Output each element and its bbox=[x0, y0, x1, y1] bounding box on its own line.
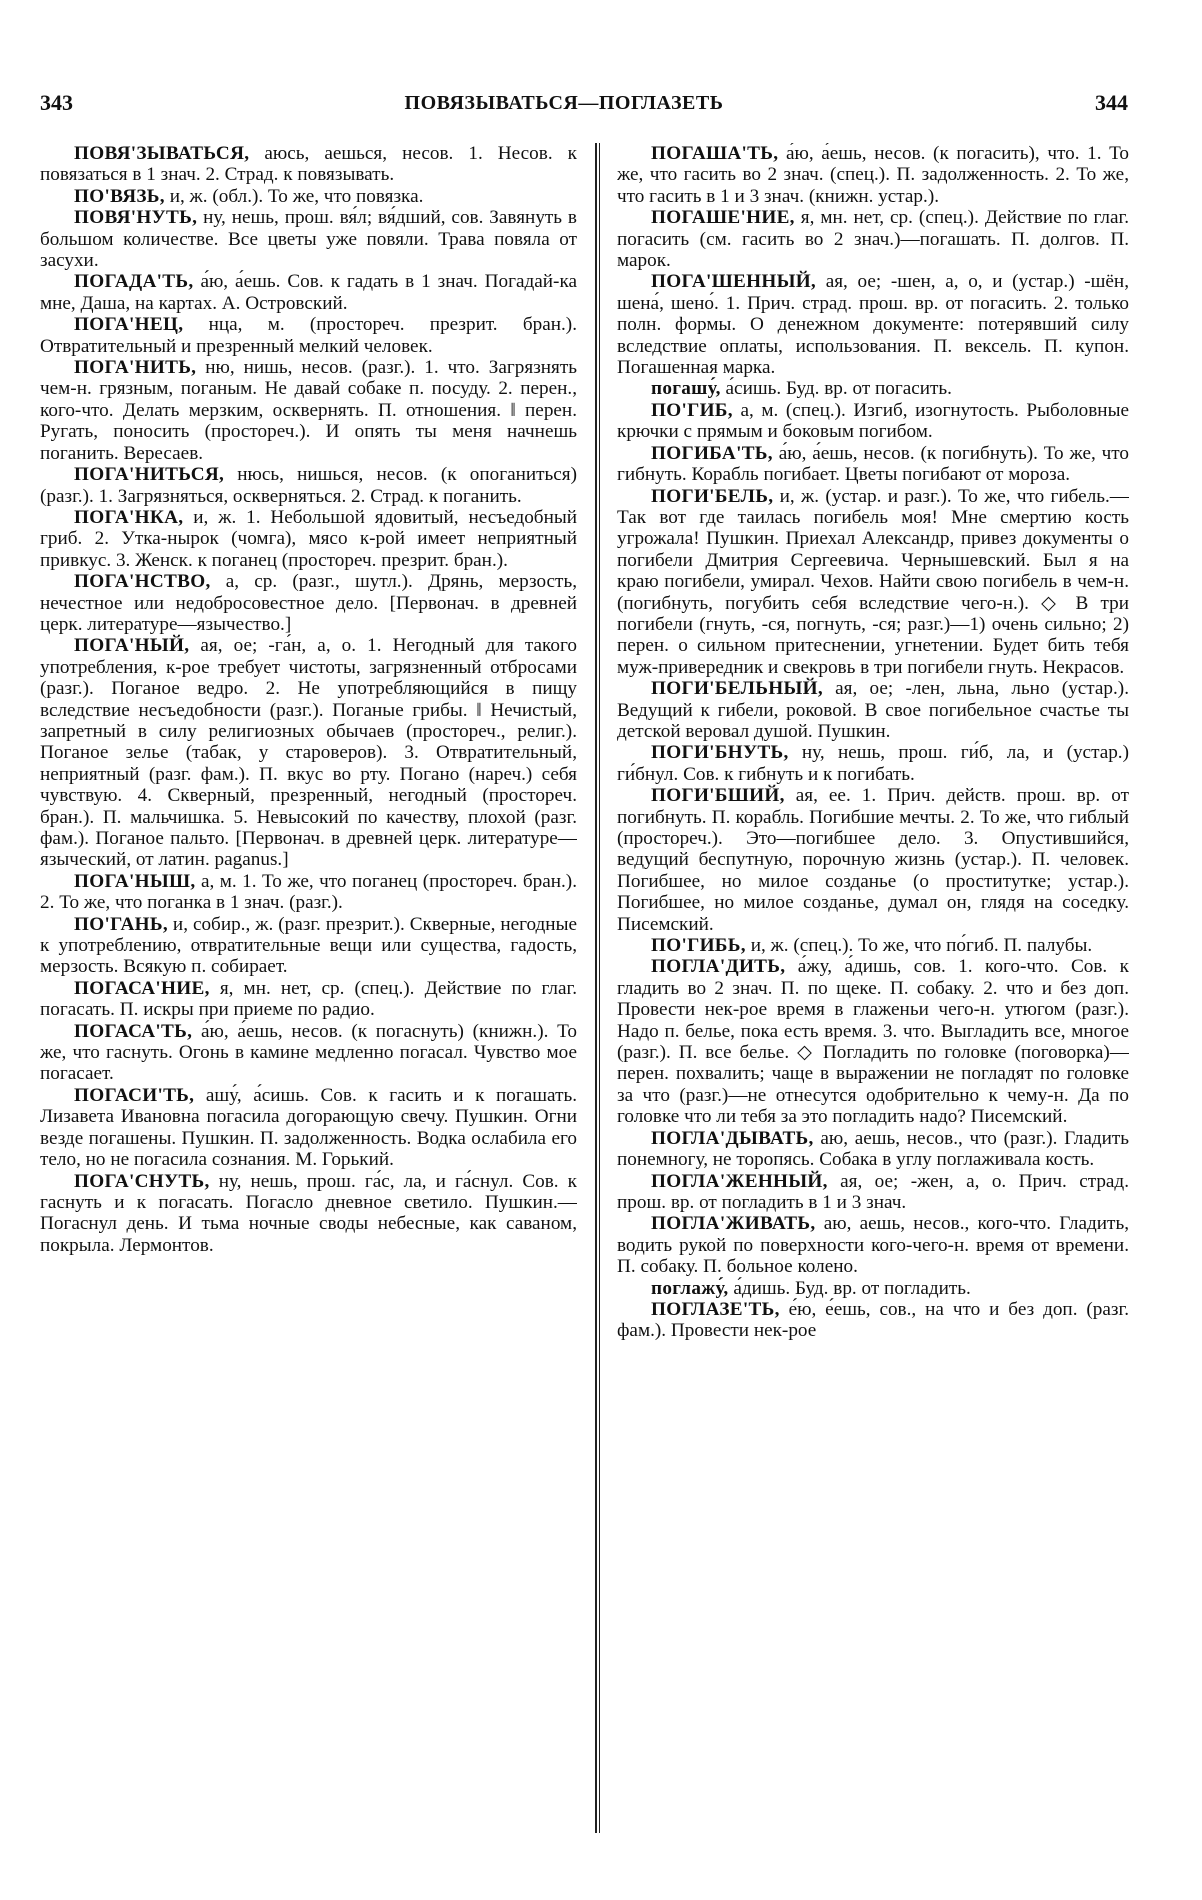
entry-definition: и, ж. 1. Небольшой ядовитый, несъедобный гриб. 2. Утка-нырок (чомга), мясо к-рой имеет неприятный привкус. 3. Женск. к поганец (простореч. презрит. бран.). bbox=[40, 506, 577, 571]
entry-headword: поглажу́, bbox=[651, 1277, 729, 1299]
entry-headword: ПОГЛАЗЕ'ТЬ, bbox=[651, 1298, 780, 1320]
dictionary-entry bbox=[40, 143, 577, 186]
dictionary-entry bbox=[40, 914, 577, 978]
dictionary-entry bbox=[617, 443, 1129, 486]
left-column bbox=[40, 143, 577, 1833]
dictionary-entry bbox=[617, 742, 1129, 785]
entry-headword: ПОГА'НКА, bbox=[74, 506, 184, 528]
entry-definition: а́ю, а́ешь. Сов. к гадать в 1 знач. Погадай-ка мне, Даша, на картах. А. Островский. bbox=[40, 271, 577, 314]
entry-definition: ну, нешь, прош. ги́б, ла, и (устар.) ги́бнул. Сов. к гибнуть и к погибать. bbox=[617, 742, 1129, 785]
dictionary-entry bbox=[617, 1299, 1129, 1342]
entry-definition: а́ю, а́ешь, несов. (к погибнуть). То же, что гибнуть. Корабль погибает. Цветы погибают от мороза. bbox=[617, 442, 1129, 486]
dictionary-entry bbox=[617, 143, 1129, 207]
entry-headword: ПОГАДА'ТЬ, bbox=[74, 271, 194, 293]
entry-definition: ну, нешь, прош. вя́л; вя́дший, сов. Завянуть в большом количестве. Все цветы уже повяли. Трава повяла от засухи. bbox=[40, 207, 577, 272]
entry-headword: ПОГА'НЫШ, bbox=[74, 870, 196, 892]
dictionary-entry bbox=[617, 956, 1129, 1127]
running-head: ПОВЯЗЫВАТЬСЯ—ПОГЛАЗЕТЬ bbox=[404, 92, 724, 114]
entry-definition: и, собир., ж. (разг. презрит.). Скверные, негодные к употреблению, отвратительные вещи или существа, гадость, мерзость. Всякую п. собирает. bbox=[40, 913, 577, 978]
entry-headword: ПОГА'НЫЙ, bbox=[74, 635, 190, 657]
entry-definition: ая, ое; -жен, а, о. Прич. страд. прош. вр. от погладить в 1 и 3 знач. bbox=[617, 1170, 1129, 1213]
entry-definition: нюсь, нишься, несов. (к опоганиться) (разг.). 1. Загрязняться, оскверняться. 2. Страд. к поганить. bbox=[40, 464, 577, 507]
entry-headword: погашу́, bbox=[651, 378, 721, 400]
entry-definition: и, ж. (устар. и разг.). То же, что гибель.—Так вот где таилась погибель моя! Мне смертию кость угрожала! Пушкин. Приехал Александр, привез документы о погибели Дмитрия Сергеевича. Чернышевский. Был я на краю погибели, умирал. Чехов. Найти свою погибель в чем-н. (погибнуть, погубить себя вследствие чего-н.). ◇ В три погибели (гнуть, -ся, погнуть, -ся; разг.)—1) очень сильно; 2) перен. о сильном притеснении, угнетении. Будет бить тебя муж-привередник и свекровь в три погибели гнуть. Некрасов. bbox=[617, 485, 1129, 678]
dictionary-entry bbox=[40, 314, 577, 357]
entry-headword: ПОГАСА'НИЕ, bbox=[74, 977, 210, 999]
dictionary-entry bbox=[40, 271, 577, 314]
dictionary-entry bbox=[617, 400, 1129, 443]
dictionary-entry bbox=[40, 871, 577, 914]
entry-definition: ню, нишь, несов. (разг.). 1. что. Загрязнять чем-н. грязным, поганым. Не давай собаке п. посуду. 2. перен., кого-что. Делать мерзким, осквернять. П. отношения. ‖ перен. Ругать, поносить (простореч.). И опять ты меня начнешь поганить. Вересаев. bbox=[40, 357, 577, 464]
entry-headword: ПОГИ'БНУТЬ, bbox=[651, 742, 789, 764]
entry-headword: ПОГА'СНУТЬ, bbox=[74, 1170, 210, 1192]
dictionary-entry bbox=[617, 1213, 1129, 1277]
dictionary-entry bbox=[40, 357, 577, 464]
dictionary-entry bbox=[40, 464, 577, 507]
dictionary-entry bbox=[40, 186, 577, 207]
page-number-left: 343 bbox=[40, 90, 73, 115]
dictionary-entry bbox=[617, 1128, 1129, 1171]
entry-definition: ая, ое; -га́н, а, о. 1. Негодный для такого употребления, к-рое требует чистоты, загрязненный отбросами (разг.). Поганое ведро. 2. Не употребляющийся в пищу вследствие несъедобности (разг.). Поганые грибы. ‖ Нечистый, запретный в силу религиозных обычаев (простореч., религ.). Поганое зелье (табак, у староверов). 3. Отвратительный, неприятный (разг. фам.). П. вкус во рту. Погано (нареч.) себя чувствую. 4. Скверный, презренный, негодный (простореч. бран.). П. мальчишка. 5. Невысокий по качеству, плохой (разг. фам.). Поганое пальто. [Первонач. в древней церк. литературе—языческий, от латин. paganus.] bbox=[40, 635, 577, 871]
dictionary-entry bbox=[617, 785, 1129, 935]
entry-headword: ПОГИБА'ТЬ, bbox=[651, 442, 773, 464]
entry-definition: нца, м. (простореч. презрит. бран.). Отвратительный и презренный мелкий человек. bbox=[40, 314, 577, 357]
entry-headword: ПОГЛА'ДЫВАТЬ, bbox=[651, 1127, 814, 1149]
dictionary-entry bbox=[617, 271, 1129, 378]
dictionary-entry bbox=[40, 507, 577, 571]
entry-definition: ая, ое; -лен, льна, льно (устар.). Ведущий к гибели, роковой. В свое погибельное счастье ты детской веровал душой. Пушкин. bbox=[617, 678, 1129, 742]
dictionary-entry bbox=[617, 1278, 1129, 1299]
entry-headword: ПОГА'НИТЬ, bbox=[74, 357, 197, 379]
entry-headword: ПОГА'ШЕННЫЙ, bbox=[651, 271, 817, 293]
entry-headword: ПОГЛА'ЖИВАТЬ, bbox=[651, 1213, 816, 1235]
dictionary-entry bbox=[40, 571, 577, 635]
entry-definition: и, ж. (спец.). То же, что по́гиб. П. палубы. bbox=[745, 935, 1093, 957]
entry-headword: ПОГА'НЕЦ, bbox=[74, 314, 184, 336]
dictionary-entry bbox=[40, 635, 577, 870]
entry-definition: аюсь, аешься, несов. 1. Несов. к повязаться в 1 знач. 2. Страд. к повязывать. bbox=[40, 143, 577, 186]
dictionary-entry bbox=[40, 1171, 577, 1257]
entry-headword: ПОГАШЕ'НИЕ, bbox=[651, 207, 795, 229]
entry-definition: аю, аешь, несов., кого-что. Гладить, водить рукой по поверхности кого-чего-н. время от времени. П. собаку. П. больное колено. bbox=[617, 1213, 1129, 1278]
entry-definition: ая, ее. 1. Прич. действ. прош. вр. от погибнуть. П. корабль. Погибшие мечты. 2. То же, что гиблый (простореч.). Это—погибшее дело. 3. Опустившийся, ведущий беспутную, порочную жизнь (устар.). П. человек. Погибшее, но милое созданье (о проститутке; устар.). Погибшее, но милое созданье, думал он, глядя на соседку. Писемский. bbox=[617, 785, 1129, 935]
entry-headword: ПОГИ'БЕЛЬ, bbox=[651, 485, 774, 507]
entry-headword: ПОГИ'БШИЙ, bbox=[651, 785, 785, 807]
right-column bbox=[617, 143, 1129, 1833]
entry-definition: а, м. 1. То же, что поганец (простореч. бран.). 2. То же, что поганка в 1 знач. (разг.). bbox=[40, 870, 577, 914]
entry-headword: ПОГА'НСТВО, bbox=[74, 571, 211, 593]
entry-headword: ПОГЛА'ЖЕННЫЙ, bbox=[651, 1170, 828, 1192]
entry-headword: ПОГАСА'ТЬ, bbox=[74, 1020, 193, 1042]
entry-definition: а́жу, а́дишь, сов. 1. кого-что. Сов. к гладить во 2 знач. П. по щеке. П. собаку. 2. что и без доп. Провести нек-рое время в глаженьи чего-н. утюгом (разг.). Надо п. белье, пока есть время. 3. что. Выгладить все, многое (разг.). П. все белье. ◇ Погладить по головке (поговорка)—перен. похвалить; чаще в выражении не погладят по головке за что (разг.)—не отнесутся одобрительно к чему-н. Да по головке что ли тебя за это погладить надо? Писемский. bbox=[617, 956, 1129, 1128]
entry-headword: ПОГИ'БЕЛЬНЫЙ, bbox=[651, 678, 823, 700]
entry-definition: и, ж. (обл.). То же, что повязка. bbox=[164, 185, 424, 207]
dictionary-entry bbox=[40, 978, 577, 1021]
entry-definition: а́дишь. Буд. вр. от погладить. bbox=[728, 1277, 971, 1299]
entry-headword: ПО'ГИБЬ, bbox=[651, 935, 746, 957]
page-number-right: 344 bbox=[1095, 90, 1128, 115]
dictionary-entry bbox=[40, 207, 577, 271]
dictionary-entry bbox=[40, 1085, 577, 1171]
entry-definition: а́сишь. Буд. вр. от погасить. bbox=[720, 378, 952, 400]
dictionary-entry bbox=[617, 486, 1129, 679]
entry-definition: аю, аешь, несов., что (разг.). Гладить понемногу, не торопясь. Собака в углу поглаживала кость. bbox=[617, 1127, 1129, 1171]
entry-definition: а́ю, а́ешь, несов. (к погаснуть) (книжн.). То же, что гаснуть. Огонь в камине медленно погасал. Чувство мое погасает. bbox=[40, 1020, 577, 1085]
dictionary-entry bbox=[617, 1171, 1129, 1214]
entry-headword: ПОВЯ'ЗЫВАТЬСЯ, bbox=[74, 143, 250, 164]
dictionary-entry bbox=[617, 207, 1129, 271]
entry-definition: ая, ое; -шен, а, о, и (устар.) -шён, шена́, шено́. 1. Прич. страд. прош. вр. от погасить. 2. только полн. формы. О денежном документе: потерявший силу вследствие оплаты, использования. П. вексель. П. купон. Погашенная марка. bbox=[617, 271, 1129, 379]
entry-headword: ПОГА'НИТЬСЯ, bbox=[74, 464, 225, 486]
dictionary-entry bbox=[617, 935, 1129, 956]
dictionary-entry bbox=[617, 378, 1129, 399]
entry-headword: ПО'ГАНЬ, bbox=[74, 913, 168, 935]
entry-definition: ну, нешь, прош. га́с, ла, и га́снул. Сов. к гаснуть и к погасать. Погасло дневное светило. Пушкин.—Погаснул день. И тьма ночные своды небесные, как саваном, покрыла. Лермонтов. bbox=[40, 1170, 577, 1256]
entry-definition: а, ср. (разг., шутл.). Дрянь, мерзость, нечестное или недобросовестное дело. [Первонач. в древней церк. литературе—язычество.] bbox=[40, 571, 577, 635]
entry-headword: ПО'ВЯЗЬ, bbox=[74, 185, 165, 207]
entry-headword: ПОВЯ'НУТЬ, bbox=[74, 207, 198, 229]
entry-headword: ПОГАША'ТЬ, bbox=[651, 143, 779, 164]
entry-headword: ПОГЛА'ДИТЬ, bbox=[651, 956, 786, 978]
entry-definition: ашу́, а́сишь. Сов. к гасить и к погашать. Лизавета Ивановна погасила догорающую свечу. Пушкин. Огни везде погашены. Пушкин. П. задолженность. Водка ослабила его тело, но не погасила сознания. М. Горький. bbox=[40, 1084, 577, 1171]
entry-definition: я, мн. нет, ср. (спец.). Действие по глаг. погасить (см. гасить во 2 знач.)—погашать. П. долгов. П. марок. bbox=[617, 207, 1129, 272]
column-rule bbox=[595, 143, 600, 1833]
entry-headword: ПОГАСИ'ТЬ, bbox=[74, 1084, 195, 1106]
entry-definition: а, м. (спец.). Изгиб, изогнутость. Рыболовные крючки с прямым и боковым погибом. bbox=[617, 399, 1129, 443]
entry-headword: ПО'ГИБ, bbox=[651, 399, 733, 421]
entry-definition: е́ю, е́ешь, сов., на что и без доп. (разг. фам.). Провести нек-рое bbox=[617, 1298, 1129, 1342]
entry-definition: а́ю, а́ешь, несов. (к погасить), что. 1. То же, что гасить во 2 знач. (спец.). П. задолженность. 2. То же, что гасить в 1 и 3 знач. (книжн. устар.). bbox=[617, 143, 1129, 207]
dictionary-entry bbox=[40, 1021, 577, 1085]
dictionary-entry bbox=[617, 678, 1129, 742]
entry-definition: я, мн. нет, ср. (спец.). Действие по глаг. погасать. П. искры при приеме по радио. bbox=[40, 977, 577, 1021]
